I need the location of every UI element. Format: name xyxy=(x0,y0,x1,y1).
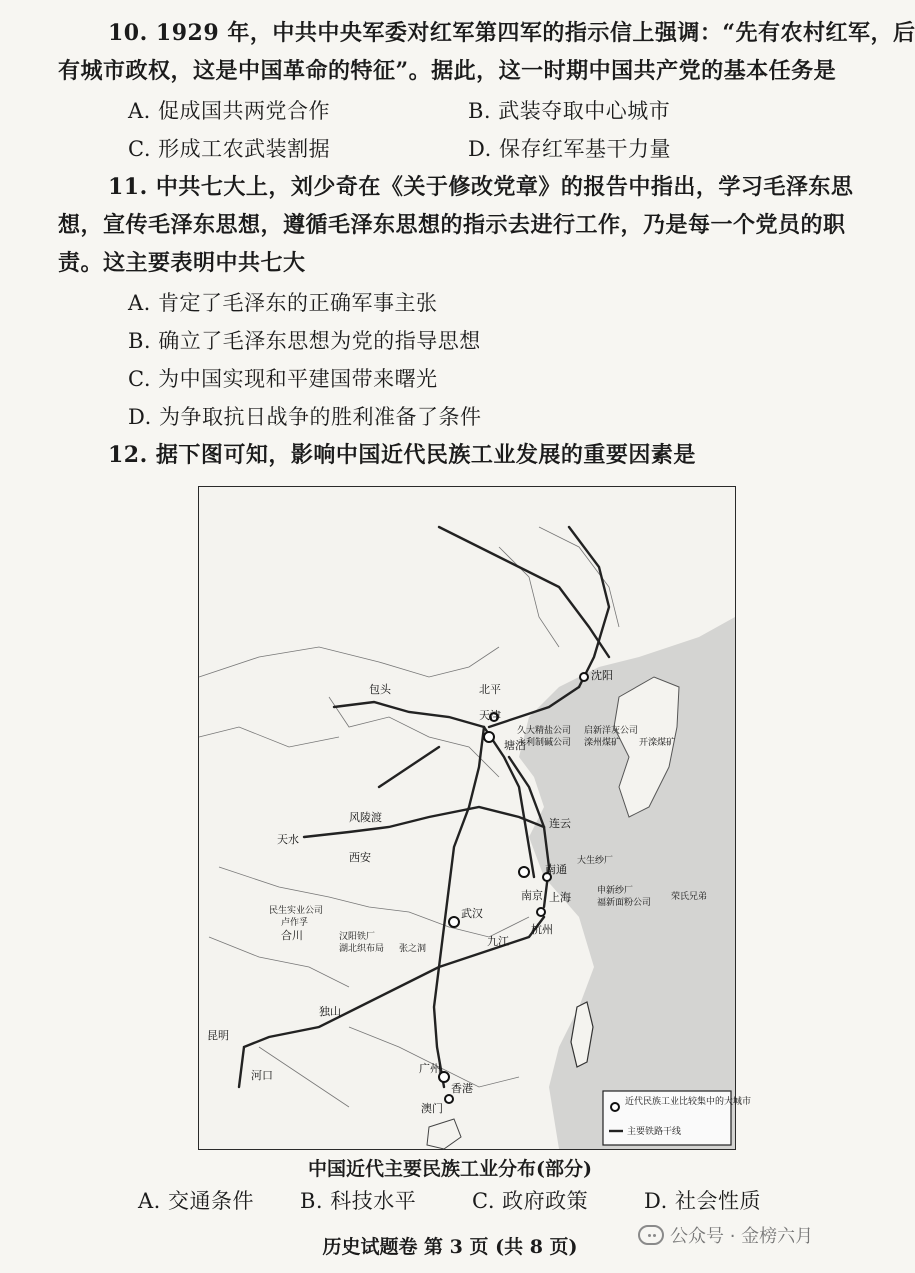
q11-option-b: B. 确立了毛泽东思想为党的指导思想 xyxy=(128,329,481,353)
map-svg xyxy=(199,487,752,1149)
q11-stem-line3: 责。这主要表明中共七大 xyxy=(58,250,306,276)
enterprise-shenxin: 申新纱厂 xyxy=(597,886,634,896)
enterprise-hubei: 湖北织布局 xyxy=(339,944,385,954)
enterprise-luanzhou: 滦州煤矿 xyxy=(584,738,621,748)
q10-option-a: A. 促成国共两党合作 xyxy=(128,99,331,123)
enterprise-kailuan: 开滦煤矿 xyxy=(639,738,676,748)
hainan-island xyxy=(427,1119,461,1149)
city-shanghai: 上海 xyxy=(549,891,571,904)
map-caption: 中国近代主要民族工业分布(部分) xyxy=(308,1158,592,1180)
city-guangzhou: 广州 xyxy=(419,1062,441,1075)
city-tanggu: 塘沽 xyxy=(504,739,526,752)
q11-option-a: A. 肯定了毛泽东的正确军事主张 xyxy=(128,291,438,315)
industry-distribution-map xyxy=(198,486,752,1150)
watermark xyxy=(638,1222,813,1248)
enterprise-rongshi: 荣氏兄弟 xyxy=(671,892,708,902)
wechat-icon xyxy=(638,1225,664,1245)
city-baotou: 包头 xyxy=(369,683,391,696)
q10-option-c: C. 形成工农武装割据 xyxy=(128,137,331,161)
legend-railway-text: 主要铁路干线 xyxy=(627,1127,682,1137)
city-nantong: 南通 xyxy=(545,863,567,876)
city-fenglingdu: 风陵渡 xyxy=(349,811,382,824)
q11-stem-line1: 11. 中共七大上，刘少奇在《关于修改党章》的报告中指出，学习毛泽东思 xyxy=(108,174,854,200)
city-lianyun: 连云 xyxy=(549,817,571,830)
q10-option-b: B. 武装夺取中心城市 xyxy=(468,99,671,123)
map-legend xyxy=(603,1091,751,1145)
enterprise-dasheng: 大生纱厂 xyxy=(577,856,614,866)
city-hechuan: 合川 xyxy=(281,929,303,942)
q11-option-c: C. 为中国实现和平建国带来曙光 xyxy=(128,367,438,391)
enterprise-zhangzhidong: 张之洞 xyxy=(399,944,427,954)
city-nanjing: 南京 xyxy=(521,889,543,902)
page-footer: 历史试题卷 第 3 页 (共 8 页) xyxy=(322,1236,578,1258)
enterprise-minsheng: 民生实业公司 xyxy=(269,906,324,916)
enterprise-qixin: 启新洋灰公司 xyxy=(584,726,639,736)
city-dushan: 独山 xyxy=(319,1005,341,1018)
city-tianjin: 天津 xyxy=(479,709,501,722)
enterprise-hanyang: 汉阳铁厂 xyxy=(339,932,376,942)
q10-stem-line2: 有城市政权，这是中国革命的特征”。据此，这一时期中国共产党的基本任务是 xyxy=(58,58,837,84)
q12-stem: 12. 据下图可知，影响中国近代民族工业发展的重要因素是 xyxy=(108,442,696,468)
enterprise-yongli: 永利制碱公司 xyxy=(517,738,572,748)
city-jiujiang: 九江 xyxy=(487,935,509,948)
q11-option-d: D. 为争取抗日战争的胜利准备了条件 xyxy=(128,405,482,429)
enterprise-luzuofu: 卢作孚 xyxy=(281,918,309,928)
city-xianggang: 香港 xyxy=(451,1082,473,1095)
legend-city-text: 近代民族工业比较集中的大城市 xyxy=(625,1097,752,1107)
city-hekou: 河口 xyxy=(251,1069,273,1082)
city-tianshui: 天水 xyxy=(277,833,299,846)
city-hangzhou: 杭州 xyxy=(531,923,553,936)
q10-stem-line1: 10. 1929 年，中共中央军委对红军第四军的指示信上强调：“先有农村红军，后 xyxy=(108,20,915,46)
q12-option-d: D. 社会性质 xyxy=(644,1189,761,1213)
city-aomen: 澳门 xyxy=(421,1102,443,1115)
city-kunming: 昆明 xyxy=(207,1029,229,1042)
q12-option-c: C. 政府政策 xyxy=(472,1189,589,1213)
enterprise-fuxin: 福新面粉公司 xyxy=(597,898,652,908)
city-xian: 西安 xyxy=(349,851,371,864)
q11-stem-line2: 想，宣传毛泽东思想，遵循毛泽东思想的指示去进行工作，乃是每一个党员的职 xyxy=(58,212,846,238)
enterprise-jiuda: 久大精盐公司 xyxy=(517,726,572,736)
legend-city-icon xyxy=(611,1103,619,1111)
city-shenyang: 沈阳 xyxy=(591,669,613,682)
q12-option-b: B. 科技水平 xyxy=(300,1189,417,1213)
q12-option-a: A. 交通条件 xyxy=(138,1189,255,1213)
watermark-text: 公众号 · 金榜六月 xyxy=(670,1226,814,1247)
city-wuhan: 武汉 xyxy=(461,907,483,920)
q10-option-d: D. 保存红军基干力量 xyxy=(468,137,671,161)
city-beiping: 北平 xyxy=(479,683,501,696)
